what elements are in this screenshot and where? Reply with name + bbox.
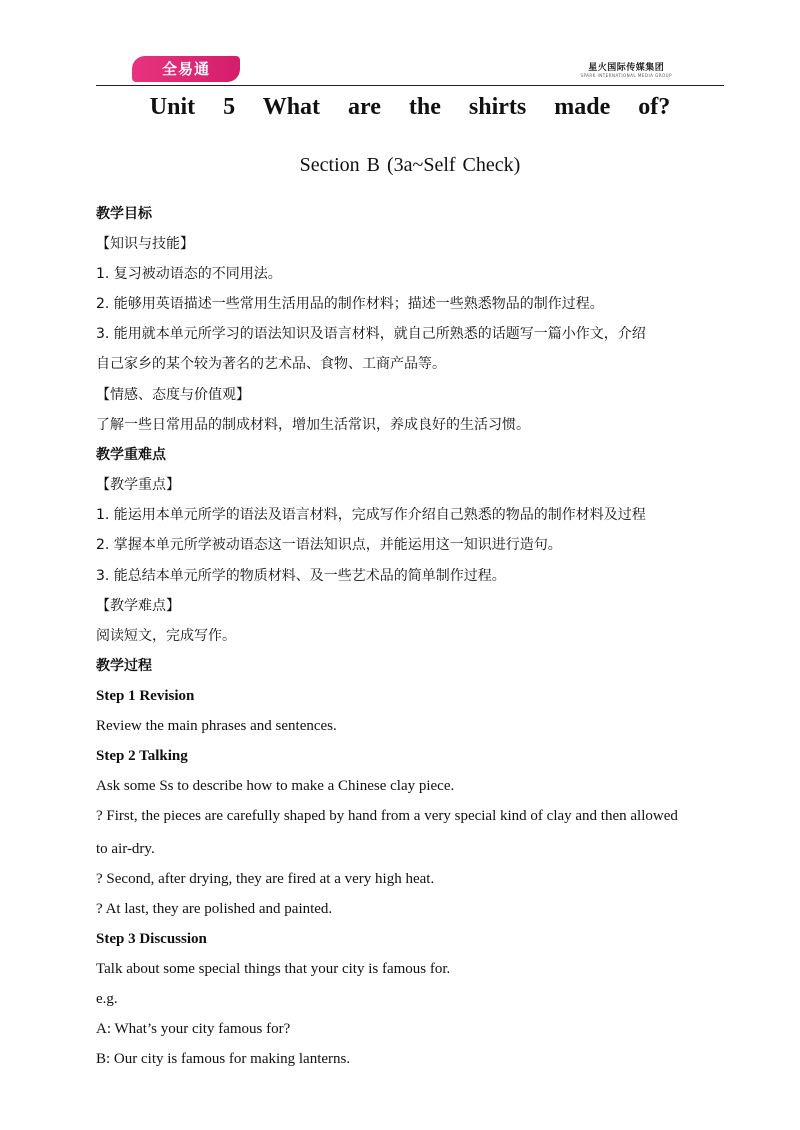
- subheading-focus: 【教学重点】: [96, 477, 180, 493]
- step-1-heading: Step 1 Revision: [96, 688, 195, 704]
- objective-item-3-cont: 自己家乡的某个较为著名的艺术品、食物、工商产品等。: [96, 356, 446, 372]
- publisher-name: 星火国际传媒集团: [588, 63, 665, 73]
- step-2-bullet-3: ? At last, they are polished and painted.: [96, 901, 333, 917]
- step-1-text: Review the main phrases and sentences.: [96, 718, 337, 734]
- dialogue-line-a: A: What’s your city famous for?: [96, 1021, 291, 1037]
- difficulty-item: 阅读短文，完成写作。: [96, 628, 236, 644]
- emotion-item: 了解一些日常用品的制成材料，增加生活常识，养成良好的生活习惯。: [96, 417, 530, 433]
- dialogue-line-b: B: Our city is famous for making lanterns.: [96, 1051, 351, 1067]
- step-2-text: Ask some Ss to describe how to make a Chinese clay piece.: [96, 778, 455, 794]
- header-divider: [96, 85, 724, 86]
- heading-objectives: 教学目标: [96, 206, 152, 222]
- unit-title: Unit 5 What are the shirts made of?: [149, 94, 671, 120]
- objective-item-1: 1. 复习被动语态的不同用法。: [96, 266, 282, 282]
- focus-item-3: 3. 能总结本单元所学的物质材料、及一些艺术品的简单制作过程。: [96, 568, 506, 584]
- objective-item-2: 2. 能够用英语描述一些常用生活用品的制作材料；描述一些熟悉物品的制作过程。: [96, 296, 604, 312]
- step-2-bullet-2: ? Second, after drying, they are fired at a very high heat.: [96, 871, 435, 887]
- step-2-heading: Step 2 Talking: [96, 748, 188, 764]
- step-3-text: Talk about some special things that your city is famous for.: [96, 961, 451, 977]
- focus-item-1: 1. 能运用本单元所学的语法及语言材料，完成写作介绍自己熟悉的物品的制作材料及过程: [96, 507, 646, 523]
- step-2-bullet-1-cont: to air-dry.: [96, 841, 155, 857]
- publisher-brand: [580, 60, 672, 78]
- step-2-bullet-1: ? First, the pieces are carefully shaped by hand from a very special kind of clay and then allowed: [96, 808, 678, 824]
- step-3-heading: Step 3 Discussion: [96, 931, 207, 947]
- publisher-subtitle: SPARK INTERNATIONAL MEDIA GROUP: [580, 73, 672, 78]
- subheading-difficulty: 【教学难点】: [96, 598, 180, 614]
- heading-process: 教学过程: [96, 658, 152, 674]
- example-label: e.g.: [96, 991, 118, 1007]
- heading-key-points: 教学重难点: [96, 447, 166, 463]
- focus-item-2: 2. 掌握本单元所学被动语态这一语法知识点，并能运用这一知识进行造句。: [96, 537, 562, 553]
- subheading-emotion-values: 【情感、态度与价值观】: [96, 387, 250, 403]
- section-subtitle: Section B (3a~Self Check): [299, 154, 521, 176]
- subheading-knowledge-skills: 【知识与技能】: [96, 236, 194, 252]
- brand-logo: 全易通: [132, 56, 240, 82]
- objective-item-3: 3. 能用就本单元所学习的语法知识及语言材料，就自己所熟悉的话题写一篇小作文，介绍: [96, 326, 646, 342]
- page-header: [96, 54, 724, 86]
